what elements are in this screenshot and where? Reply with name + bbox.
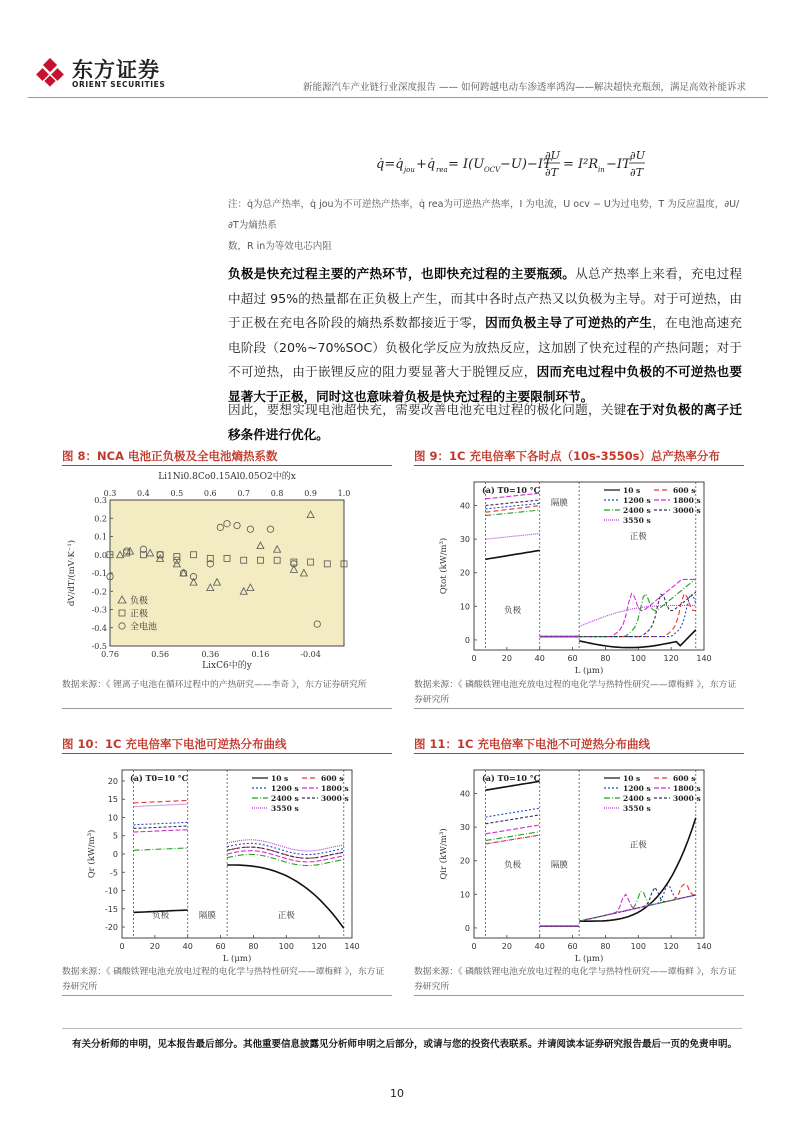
y-tick-label: -20 [104,923,118,933]
figure-9-chart [414,470,744,675]
svg-text:∂T: ∂T [630,166,644,179]
figure-10-rule [62,995,392,996]
svg-text:∂U: ∂U [545,149,560,162]
y-tick-label: 0.0 [94,550,107,560]
y-tick-label: -0.1 [91,569,107,578]
x-tick-label: 100 [630,942,646,951]
legend-label: 10 s [623,774,641,783]
svg-text:−IT: −IT [606,157,631,172]
figure-8 [62,448,392,466]
x-tick-label: 100 [278,942,294,951]
legend-label: 1800 s [321,784,349,793]
figure-11-title: 图 11：1C 充电倍率下电池不可逆热分布曲线 [414,736,744,754]
top-tick-label: 0.7 [237,489,251,498]
figure-11-rule [414,995,744,996]
region-label: 负极 [152,910,170,921]
svg-text:+q̇: +q̇ [416,157,436,172]
y-tick-label: -5 [110,868,118,878]
top-tick-label: 1.0 [337,489,351,498]
y-axis-label: Qir (kW/m³) [439,828,449,880]
legend-label: 1200 s [623,784,651,793]
top-tick-label: 0.9 [304,489,317,498]
figure-11-chart [414,758,744,963]
legend-label: 600 s [321,774,344,783]
chart-title: (a) T0=10 °C [482,773,541,783]
legend-label: 3550 s [271,804,299,813]
bottom-tick-label: 0.16 [251,650,270,659]
y-tick-label: -0.4 [91,623,107,633]
x-tick-label: 60 [567,654,578,663]
y-tick-label: 20 [459,568,470,578]
legend-label: 2400 s [271,794,299,803]
svg-text:q̇=q̇: q̇=q̇ [376,157,404,172]
x-tick-label: 120 [311,942,327,951]
x-tick-label: 80 [248,942,259,951]
legend-label: 3000 s [673,506,701,515]
x-axis-label: L (μm) [574,666,604,675]
y-tick-label: -0.5 [91,642,107,651]
legend-label: 1200 s [271,784,299,793]
y-tick-label: 30 [459,823,470,833]
svg-text:= I²R: = I²R [563,157,599,172]
figure-10-chart [62,758,392,963]
x-tick-label: 140 [696,654,712,663]
figure-10 [62,736,392,754]
svg-text:∂U: ∂U [630,149,645,162]
y-tick-label: 15 [107,795,118,805]
x-tick-label: 140 [696,942,712,951]
y-tick-label: 30 [459,535,470,545]
y-tick-label: 5 [112,831,118,841]
figure-11-source: 数据来源：《 磷酸铁锂电池充放电过程的电化学与热特性研究——谭梅鲜 》，东方证券研究所 [414,967,737,992]
x-tick-label: 60 [215,942,226,951]
x-tick-label: 0 [471,654,477,663]
x-tick-label: 120 [663,654,679,663]
y-tick-label: 40 [459,501,470,511]
region-label: 正极 [629,532,647,543]
y-tick-label: 40 [459,789,470,799]
legend-label: 3550 s [623,804,651,813]
p1-text-2: ，在电池高速充电阶段（20%~70%SOC）负极化学反应为放热反应，这加剧了快充过程的产热问题；对于不可逆热，由于嵌锂反应的阻力要显著大于脱锂反应， [228,315,743,379]
p1-text-1: 从总产热率上来看，充电过程中超过 95%的热量都在正负极上产生，而其中各时点产热又以负极为主导。对于可逆热，由于正极在充电各阶段的熵热系数都接近于零， [228,266,743,330]
figure-10-title: 图 10：1C 充电倍率下电池可逆热分布曲线 [62,736,392,754]
figure-9 [414,448,744,466]
region-label: 负极 [504,860,522,871]
y-tick-label: 0 [112,850,118,859]
y-tick-label: 0.3 [94,496,107,505]
top-tick-label: 0.8 [270,489,284,498]
bottom-tick-label: 0.56 [151,650,170,659]
svg-text:∂T: ∂T [545,166,559,179]
x-tick-label: 140 [344,942,360,951]
region-label: 隔膜 [550,860,568,871]
y-tick-label: -15 [104,904,118,914]
legend-label: 10 s [623,486,641,495]
x-tick-label: 40 [182,942,193,951]
legend-label: 600 s [673,486,696,495]
x-tick-label: 40 [534,654,545,663]
y-tick-label: 0 [464,635,470,645]
x-axis-label: L (μm) [574,954,604,963]
y-tick-label: 0 [464,923,470,933]
figure-8-rule [62,708,392,709]
figure-11 [414,736,744,754]
legend-label: 1200 s [623,496,651,505]
svg-text:jou: jou [404,166,415,174]
p1-bold-end: 因而充电过程中负极的不可逆热也要显著大于正极，同时这也意味着负极是快充过程的主要限制环节。 [228,364,743,404]
heat-formula [0,143,794,185]
p2-text: 因此，要想实现电池超快充，需要改善电池充电过程的极化问题，关键 [228,402,627,417]
x-tick-label: 0 [471,942,477,951]
paragraph-2 [228,398,742,447]
svg-text:−U)−IT: −U)−IT [500,157,552,172]
chart-title: (a) T0=10 °C [482,485,541,495]
top-tick-label: 0.3 [103,489,117,498]
x-tick-label: 120 [663,942,679,951]
p1-bold-lead: 负极是快充过程主要的产热环节，也即快充过程的主要瓶颈。 [228,266,576,281]
note-line-2: 数，R in为等效电芯内阻 [228,241,332,252]
figure-8-chart [62,470,392,675]
bottom-tick-label: -0.04 [300,650,321,659]
y-axis-label: Qtot (kW/m³) [439,537,449,595]
region-label: 正极 [277,910,295,921]
y-axis-label: dV/dT/(mV·K⁻¹) [67,539,77,607]
figure-8-title: 图 8：NCA 电池正负极及全电池熵热系数 [62,448,392,466]
chart-title: Li1Ni0.8Co0.15Al0.05O2中的x [158,472,296,482]
x-tick-label: 0 [119,942,125,951]
footer-disclaimer: 有关分析师的申明，见本报告最后部分。其他重要信息披露见分析师申明之后部分，或请与您的投资代表联系。并请阅读本证券研究报告最后一页的免责申明。 [72,1039,738,1050]
top-tick-label: 0.5 [170,489,184,498]
region-label: 隔膜 [198,910,216,921]
legend-label: 3000 s [321,794,349,803]
logo-text-cn: 东方证券 [72,58,160,82]
x-tick-label: 20 [501,942,512,951]
figure-10-source: 数据来源：《 磷酸铁锂电池充放电过程的电化学与热特性研究——谭梅鲜 》，东方证券研究所 [62,967,385,992]
bottom-tick-label: 0.36 [201,650,220,659]
paragraph-1 [228,262,742,409]
x-tick-label: 100 [630,654,646,663]
x-tick-label: 20 [501,654,512,663]
footer-divider [62,1028,742,1029]
header-divider [28,97,768,98]
x-tick-label: 60 [567,942,578,951]
report-title: 新能源汽车产业链行业深度报告 —— 如何跨越电动车渗透率鸿沟——解决超快充瓶颈，满足高效补能诉求 [302,82,746,93]
svg-text:OCV: OCV [484,166,501,174]
svg-text:= I(U: = I(U [448,157,485,172]
y-tick-label: -0.3 [91,605,107,615]
legend-label: 全电池 [130,622,158,633]
legend-label: 3000 s [673,794,701,803]
x-tick-label: 20 [149,942,160,951]
p1-bold-mid: 因而负极主导了可逆热的产生 [485,315,653,330]
legend-label: 1800 s [673,784,701,793]
p2-bold: 在于对负极的离子迁移条件进行优化。 [228,402,743,442]
figure-8-source: 数据来源：《 锂离子电池在循环过程中的产热研究——李奇 》，东方证券研究所 [62,680,367,690]
legend-label: 600 s [673,774,696,783]
top-tick-label: 0.6 [203,489,217,498]
y-tick-label: 20 [459,856,470,866]
top-tick-label: 0.4 [137,489,150,498]
page-number: 10 [390,1087,404,1100]
logo-text-en: ORIENT SECURITIES [72,80,166,89]
y-tick-label: 20 [107,776,118,786]
company-logo-icon [36,58,66,88]
figure-9-title: 图 9：1C 充电倍率下各时点（10s-3550s）总产热率分布 [414,448,744,466]
y-tick-label: 0.1 [94,532,107,542]
y-tick-label: -0.2 [91,587,107,597]
region-label: 隔膜 [550,498,568,509]
y-tick-label: 0.2 [94,514,107,524]
legend-label: 1800 s [673,496,701,505]
chart-title: (a) T0=10 °C [130,773,189,783]
y-tick-label: 10 [459,890,470,900]
region-label: 正极 [629,840,647,851]
legend-label: 2400 s [623,794,651,803]
legend-label: 10 s [271,774,289,783]
legend-label: 2400 s [623,506,651,515]
x-axis-label: L (μm) [222,954,252,963]
x-tick-label: 80 [600,942,611,951]
x-tick-label: 40 [534,942,545,951]
region-label: 负极 [504,606,522,617]
bottom-tick-label: 0.76 [101,650,119,659]
y-tick-label: -10 [104,886,118,896]
x-tick-label: 80 [600,654,611,663]
x-axis-label: LixC6中的y [202,661,252,671]
formula-note [228,194,748,257]
y-tick-label: 10 [107,813,118,823]
legend-label: 负极 [130,596,149,607]
svg-text:rea: rea [436,166,448,174]
y-tick-label: 10 [459,602,470,612]
svg-text:in: in [598,166,605,174]
note-line-1: 注：q̇为总产热率，q̇ jou为不可逆热产热率，q̇ rea为可逆热产热率，I 为电流，U ocv − U为过电势，T 为反应温度，∂U/∂T为熵热系 [228,199,740,231]
figure-9-source: 数据来源：《 磷酸铁锂电池充放电过程的电化学与热特性研究——谭梅鲜 》，东方证券研究所 [414,680,737,705]
figure-9-rule [414,708,744,709]
legend-label: 正极 [130,609,149,620]
legend-label: 3550 s [623,516,651,525]
y-axis-label: Qr (kW/m³) [87,829,97,879]
